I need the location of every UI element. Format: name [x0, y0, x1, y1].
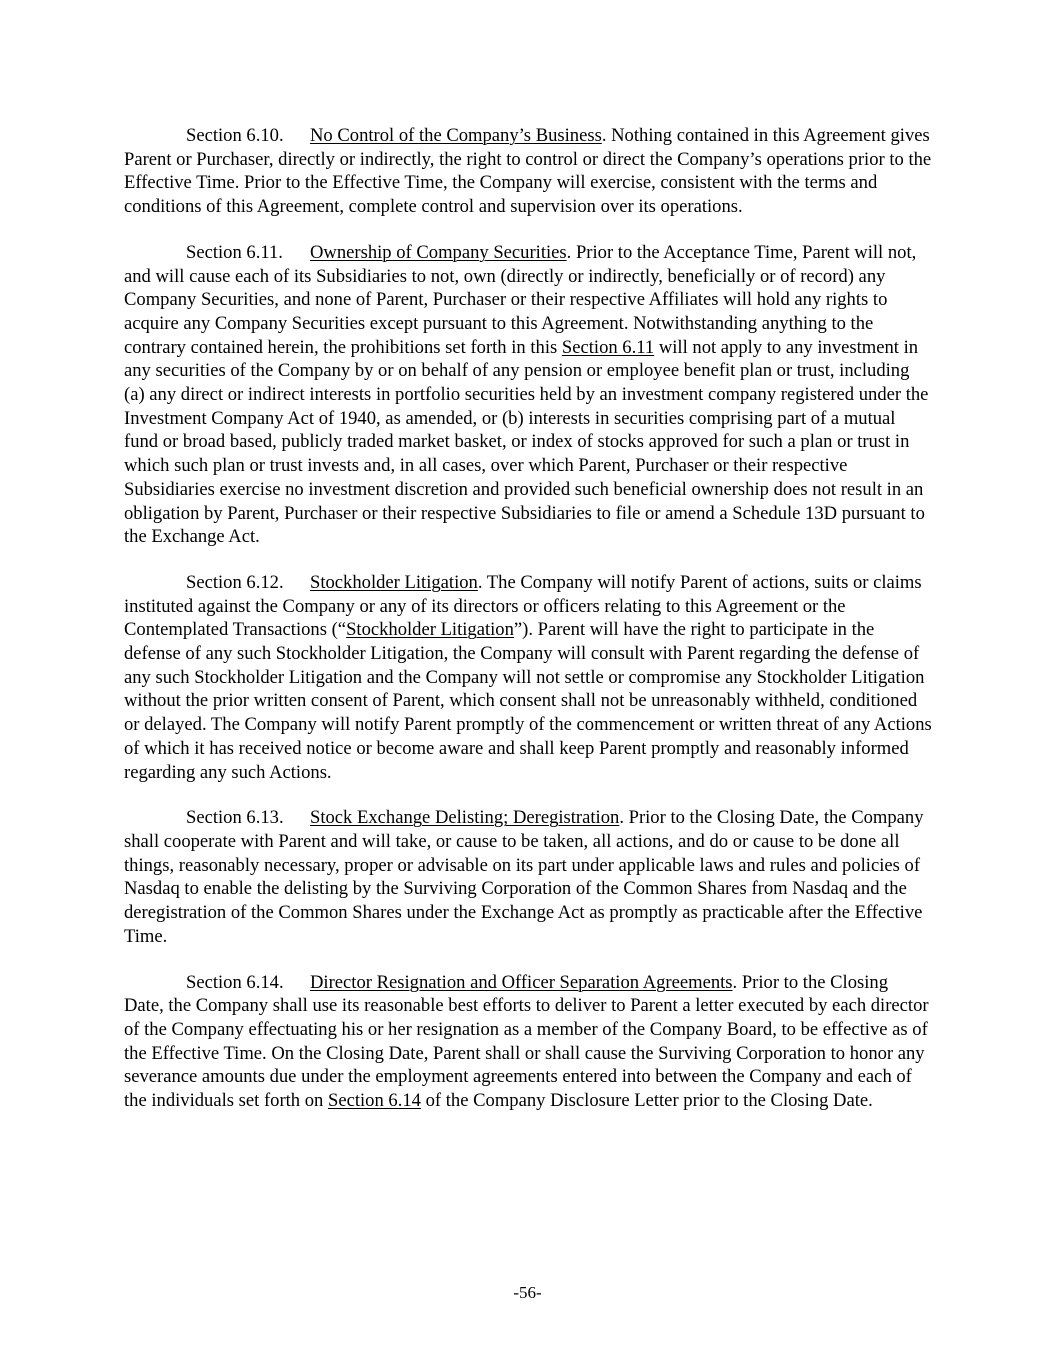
section-number: Section 6.11.: [186, 241, 283, 263]
section-title: Ownership of Company Securities: [310, 241, 567, 263]
section-6-12: [124, 571, 932, 784]
section-title: No Control of the Company’s Business: [310, 125, 602, 146]
section-title: Director Resignation and Officer Separation Agreements: [310, 971, 733, 993]
defined-term: Stockholder Litigation: [346, 619, 514, 641]
section-title: Stockholder Litigation: [310, 571, 478, 593]
section-number: Section 6.14.: [186, 971, 284, 993]
section-cross-reference: Section 6.11: [561, 336, 655, 358]
section-title: Stock Exchange Delisting; Deregistration: [310, 807, 620, 829]
section-body: . Nothing contained in this Agreement gives Parent or Purchaser, directly or indirectly, the right to control or direct the Company’s operations prior to the Effective Time. Prior to the Effective Time, the Company will exercise, consistent with the terms and conditions of this Agreement, complete control and supervision over its operations.: [124, 125, 932, 218]
document-page: [124, 124, 932, 1135]
section-number: Section 6.10.: [186, 125, 284, 146]
section-6-14: [124, 971, 932, 1113]
section-cross-reference: Section 6.14: [328, 1090, 421, 1112]
section-6-10: [124, 124, 932, 219]
section-number: Section 6.13.: [186, 807, 284, 829]
section-body-continued: will not apply to any investment in any securities of the Company by or on behalf of any pension or employee benefit plan or trust, including (a) any direct or indirect interests in portfolio securities held by an investment company registered under the Investment Company Act of 1940, as amended, or (b) interests in securities comprising part of a mutual fund or broad based, publicly traded market basket, or index of stocks approved for such a plan or trust in which such plan or trust invests and, in all cases, over which Parent, Purchaser or their respective Subsidiaries exercise no investment discretion and provided such beneficial ownership does not result in an obligation by Parent, Purchaser or their respective Subsidiaries to file or amend a Schedule 13D pursuant to the Exchange Act.: [124, 336, 929, 548]
section-6-11: [124, 241, 932, 549]
section-6-13: [124, 806, 932, 948]
section-body-continued: of the Company Disclosure Letter prior to the Closing Date.: [420, 1090, 873, 1112]
section-number: Section 6.12.: [186, 571, 284, 593]
section-body-continued: ”). Parent will have the right to participate in the defense of any such Stockholder Litigation, the Company will consult with Parent regarding the defense of any such Stockholder Litigation and the Company will not settle or compromise any Stockholder Litigation without the prior written consent of Parent, which consent shall not be unreasonably withheld, conditioned or delayed. The Company will notify Parent promptly of the commencement or written threat of any Actions of which it has received notice or become aware and shall keep Parent promptly and reasonably informed regarding any such Actions.: [124, 619, 932, 783]
page-number: -56-: [513, 1283, 542, 1302]
section-body: . Prior to the Closing Date, the Company shall cooperate with Parent and will take, or cause to be taken, all actions, and do or cause to be done all things, reasonably necessary, proper or advisable on its part under applicable laws and rules and policies of Nasdaq to enable the delisting by the Surviving Corporation of the Common Shares from Nasdaq and the deregistration of the Common Shares under the Exchange Act as promptly as practicable after the Effective Time.: [124, 807, 924, 947]
section-body: . Prior to the Closing Date, the Company shall use its reasonable best efforts to deliver to Parent a letter executed by each director of the Company effectuating his or her resignation as a member of the Company Board, to be effective as of the Effective Time. On the Closing Date, Parent shall or shall cause the Surviving Corporation to honor any severance amounts due under the employment agreements entered into between the Company and each of the individuals set forth on: [124, 971, 929, 1112]
section-body: . Prior to the Acceptance Time, Parent will not, and will cause each of its Subsidiaries to not, own (directly or indirectly, beneficially or of record) any Company Securities, and none of Parent, Purchaser or their respective Affiliates will hold any rights to acquire any Company Securities except pursuant to this Agreement. Notwithstanding anything to the contrary contained herein, the prohibitions set forth in this: [124, 241, 917, 358]
section-body: . The Company will notify Parent of actions, suits or claims instituted against the Company or any of its directors or officers relating to this Agreement or the Contemplated Transactions (“: [124, 571, 922, 641]
